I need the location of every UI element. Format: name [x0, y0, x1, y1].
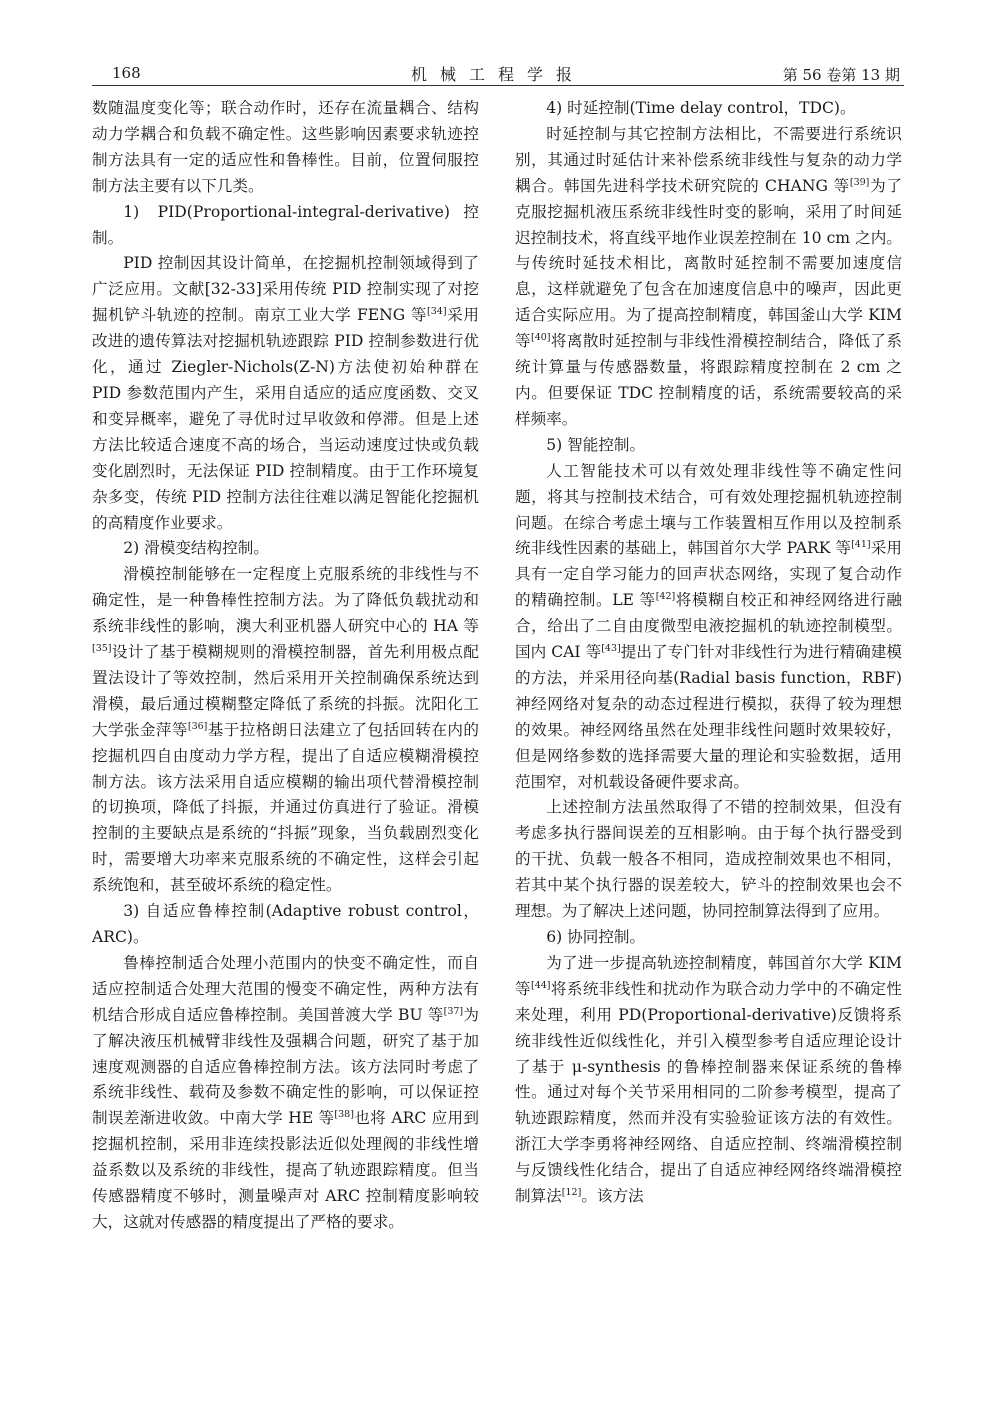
text-run: 为了克服挖掘机液压系统非线性时变的影响，采用了时间延迟控制技术，将直线平地作业误差控制在 10 cm 之内。与传统时延技术相比，离散时延控制不需要加速度信息，这样就避免了包含在加速度信息中的噪声，因此更适合实际应用。为了提高控制精度，韩国釜山大学 KIM 等: [515, 176, 902, 351]
text-run: 2) 滑模变结构控制。: [123, 539, 269, 558]
body-paragraph: [515, 795, 902, 925]
citation-reference: [43]: [601, 643, 621, 655]
text-run: 鲁棒控制适合处理小范围内的快变不确定性，而自适应控制适合处理大范围的慢变不确定性，两种方法有机结合形成自适应鲁棒控制。美国普渡大学 BU 等: [92, 953, 479, 1024]
text-run: 6) 协同控制。: [546, 928, 646, 946]
text-run: 时延控制与其它控制方法相比，不需要进行系统识别，其通过时延估计来补偿系统非线性与复杂的动力学耦合。韩国先进科学技术研究院的 CHANG 等: [515, 124, 902, 195]
section-heading: [92, 200, 479, 252]
volume-issue: 第 56 卷第 13 期: [782, 66, 900, 84]
citation-reference: [12]: [561, 1187, 582, 1199]
text-run: 数随温度变化等；联合动作时，还存在流量耦合、结构动力学耦合和负载不确定性。这些影响因素要求轨迹控制方法具有一定的适应性和鲁棒性。目前，位置伺服控制方法主要有以下几类。: [92, 99, 479, 195]
text-run: 采用具有一定自学习能力的回声状态网络，实现了复合动作的精确控制。LE 等: [515, 539, 902, 610]
text-run: 5) 智能控制。: [546, 435, 646, 454]
text-run: 提出了专门针对非线性行为进行精确建模的方法，并采用径向基(Radial basis function，RBF)神经网络对复杂的动态过程进行模拟，获得了较为理想的效果。神经网络虽然在处理非线性问题时效果较好，但是网络参数的选择需要大量的理论和实验数据，适用范围窄，对机载设备硬件要求高。: [515, 643, 902, 791]
page-header: [92, 62, 904, 84]
citation-reference: [41]: [851, 539, 871, 551]
text-run: 设计了基于模糊规则的滑模控制器，首先利用极点配置法设计了等效控制，然后采用开关控制确保系统达到滑模，最后通过模糊整定降低了系统的抖振。沈阳化工大学张金萍等: [92, 643, 479, 739]
section-heading: [92, 536, 479, 562]
text-run: 为了解决液压机械臂非线性及强耦合问题，研究了基于加速度观测器的自适应鲁棒控制方法。该方法同时考虑了系统非线性、载荷及参数不确定性的影响，可以保证控制误差渐进收敛。中南大学 HE 等: [92, 1005, 479, 1128]
header-divider: [92, 85, 904, 86]
text-run: 。该方法: [581, 1187, 644, 1206]
text-run: 将离散时延控制与非线性滑模控制结合，降低了系统计算量与传感器数量，将跟踪精度控制在 2 cm 之内。但要保证 TDC 控制精度的话，系统需要较高的采样频率。: [515, 332, 902, 428]
text-run: 将模糊自校正和神经网络进行融合，给出了二自由度微型电液挖掘机的轨迹控制模型。国内 CAI 等: [515, 591, 902, 662]
text-run: 人工智能技术可以有效处理非线性等不确定性问题，将其与控制技术结合，可有效处理挖掘机轨迹控制问题。在综合考虑土壤与工作装置相互作用以及控制系统非线性因素的基础上，韩国首尔大学 PARK 等: [515, 461, 902, 558]
right-text-column: [515, 96, 902, 1210]
citation-reference: [37]: [443, 1005, 464, 1017]
text-run: 1) PID(Proportional-integral-derivative)控制。: [92, 202, 479, 247]
citation-reference: [40]: [530, 332, 551, 344]
text-run: 滑模控制能够在一定程度上克服系统的非线性与不确定性，是一种鲁棒性控制方法。为了降低负载扰动和系统非线性的影响，澳大利亚机器人研究中心的 HA 等: [92, 565, 479, 636]
text-run: 将系统非线性和扰动作为联合动力学中的不确定性来处理，利用 PD(Proportional-derivative)反馈将系统非线性近似线性化，并引入模型参考自适应理论设计了基于 μ-synthesis 的鲁棒控制器来保证系统的鲁棒性。通过对每个关节采用相同的二阶参考模型，提高了轨迹跟踪精度，然而并没有实验验证该方法的有效性。浙江大学李勇将神经网络、自适应控制、终端滑模控制与反馈线性化结合，提出了自适应神经网络终端滑模控制算法: [515, 979, 902, 1206]
body-paragraph: [515, 122, 902, 433]
section-heading: [515, 433, 902, 459]
body-paragraph: [92, 951, 479, 1236]
citation-reference: [34]: [427, 306, 447, 318]
page-number: 168: [112, 64, 141, 82]
text-run: 上述控制方法虽然取得了不错的控制效果，但没有考虑多执行器间误差的互相影响。由于每个执行器受到的干扰、负载一般各不相同，造成控制效果也不相同，若其中某个执行器的误差较大，铲斗的控制效果也会不理想。为了解决上述问题，协同控制算法得到了应用。: [515, 798, 902, 921]
section-heading: [515, 925, 902, 951]
body-paragraph: [92, 251, 479, 536]
citation-reference: [39]: [849, 176, 870, 188]
section-heading: [92, 899, 479, 951]
body-paragraph: [92, 96, 479, 200]
left-text-column: [92, 96, 479, 1236]
journal-title: 机械工程学报: [410, 65, 585, 84]
section-heading: [515, 96, 902, 122]
text-run: 4) 时延控制(Time delay control，TDC)。: [546, 99, 856, 117]
citation-reference: [35]: [92, 643, 112, 655]
citation-reference: [42]: [655, 591, 676, 603]
body-paragraph: [515, 459, 902, 796]
body-paragraph: [92, 562, 479, 899]
citation-reference: [38]: [334, 1109, 354, 1121]
citation-reference: [44]: [530, 979, 551, 991]
body-paragraph: [515, 951, 902, 1210]
text-run: 也将 ARC 应用到挖掘机控制，采用非连续投影法近似处理阀的非线性增益系数以及系统的非线性，提高了轨迹跟踪精度。但当传感器精度不够时，测量噪声对 ARC 控制精度影响较大，这就对传感器的精度提出了严格的要求。: [92, 1109, 479, 1231]
text-run: 3) 自适应鲁棒控制(Adaptive robust control，ARC)。: [92, 902, 479, 946]
citation-reference: [36]: [187, 720, 208, 732]
text-run: 为了进一步提高轨迹控制精度，韩国首尔大学 KIM 等: [515, 953, 902, 998]
text-run: PID 控制因其设计简单，在挖掘机控制领域得到了广泛应用。文献[32-33]采用传统 PID 控制实现了对挖掘机铲斗轨迹的控制。南京工业大学 FENG 等: [92, 254, 479, 325]
text-run: 基于拉格朗日法建立了包括回转在内的挖掘机四自由度动力学方程，提出了自适应模糊滑模控制方法。该方法采用自适应模糊的输出项代替滑模控制的切换项，降低了抖振，并通过仿真进行了验证。滑模控制的主要缺点是系统的“抖振”现象，当负载剧烈变化时，需要增大功率来克服系统的不确定性，这样会引起系统饱和，甚至破坏系统的稳定性。: [92, 720, 479, 895]
text-run: 采用改进的遗传算法对挖掘机轨迹跟踪 PID 控制参数进行优化，通过 Ziegler-Nichols(Z-N)方法使初始种群在 PID 参数范围内产生，采用自适应的适应度函数、交叉和变异概率，避免了寻优时过早收敛和停滞。但是上述方法比较适合速度不高的场合，当运动速度过快或负载变化剧烈时，无法保证 PID 控制精度。由于工作环境复杂多变，传统 PID 控制方法往往难以满足智能化挖掘机的高精度作业要求。: [92, 306, 479, 532]
